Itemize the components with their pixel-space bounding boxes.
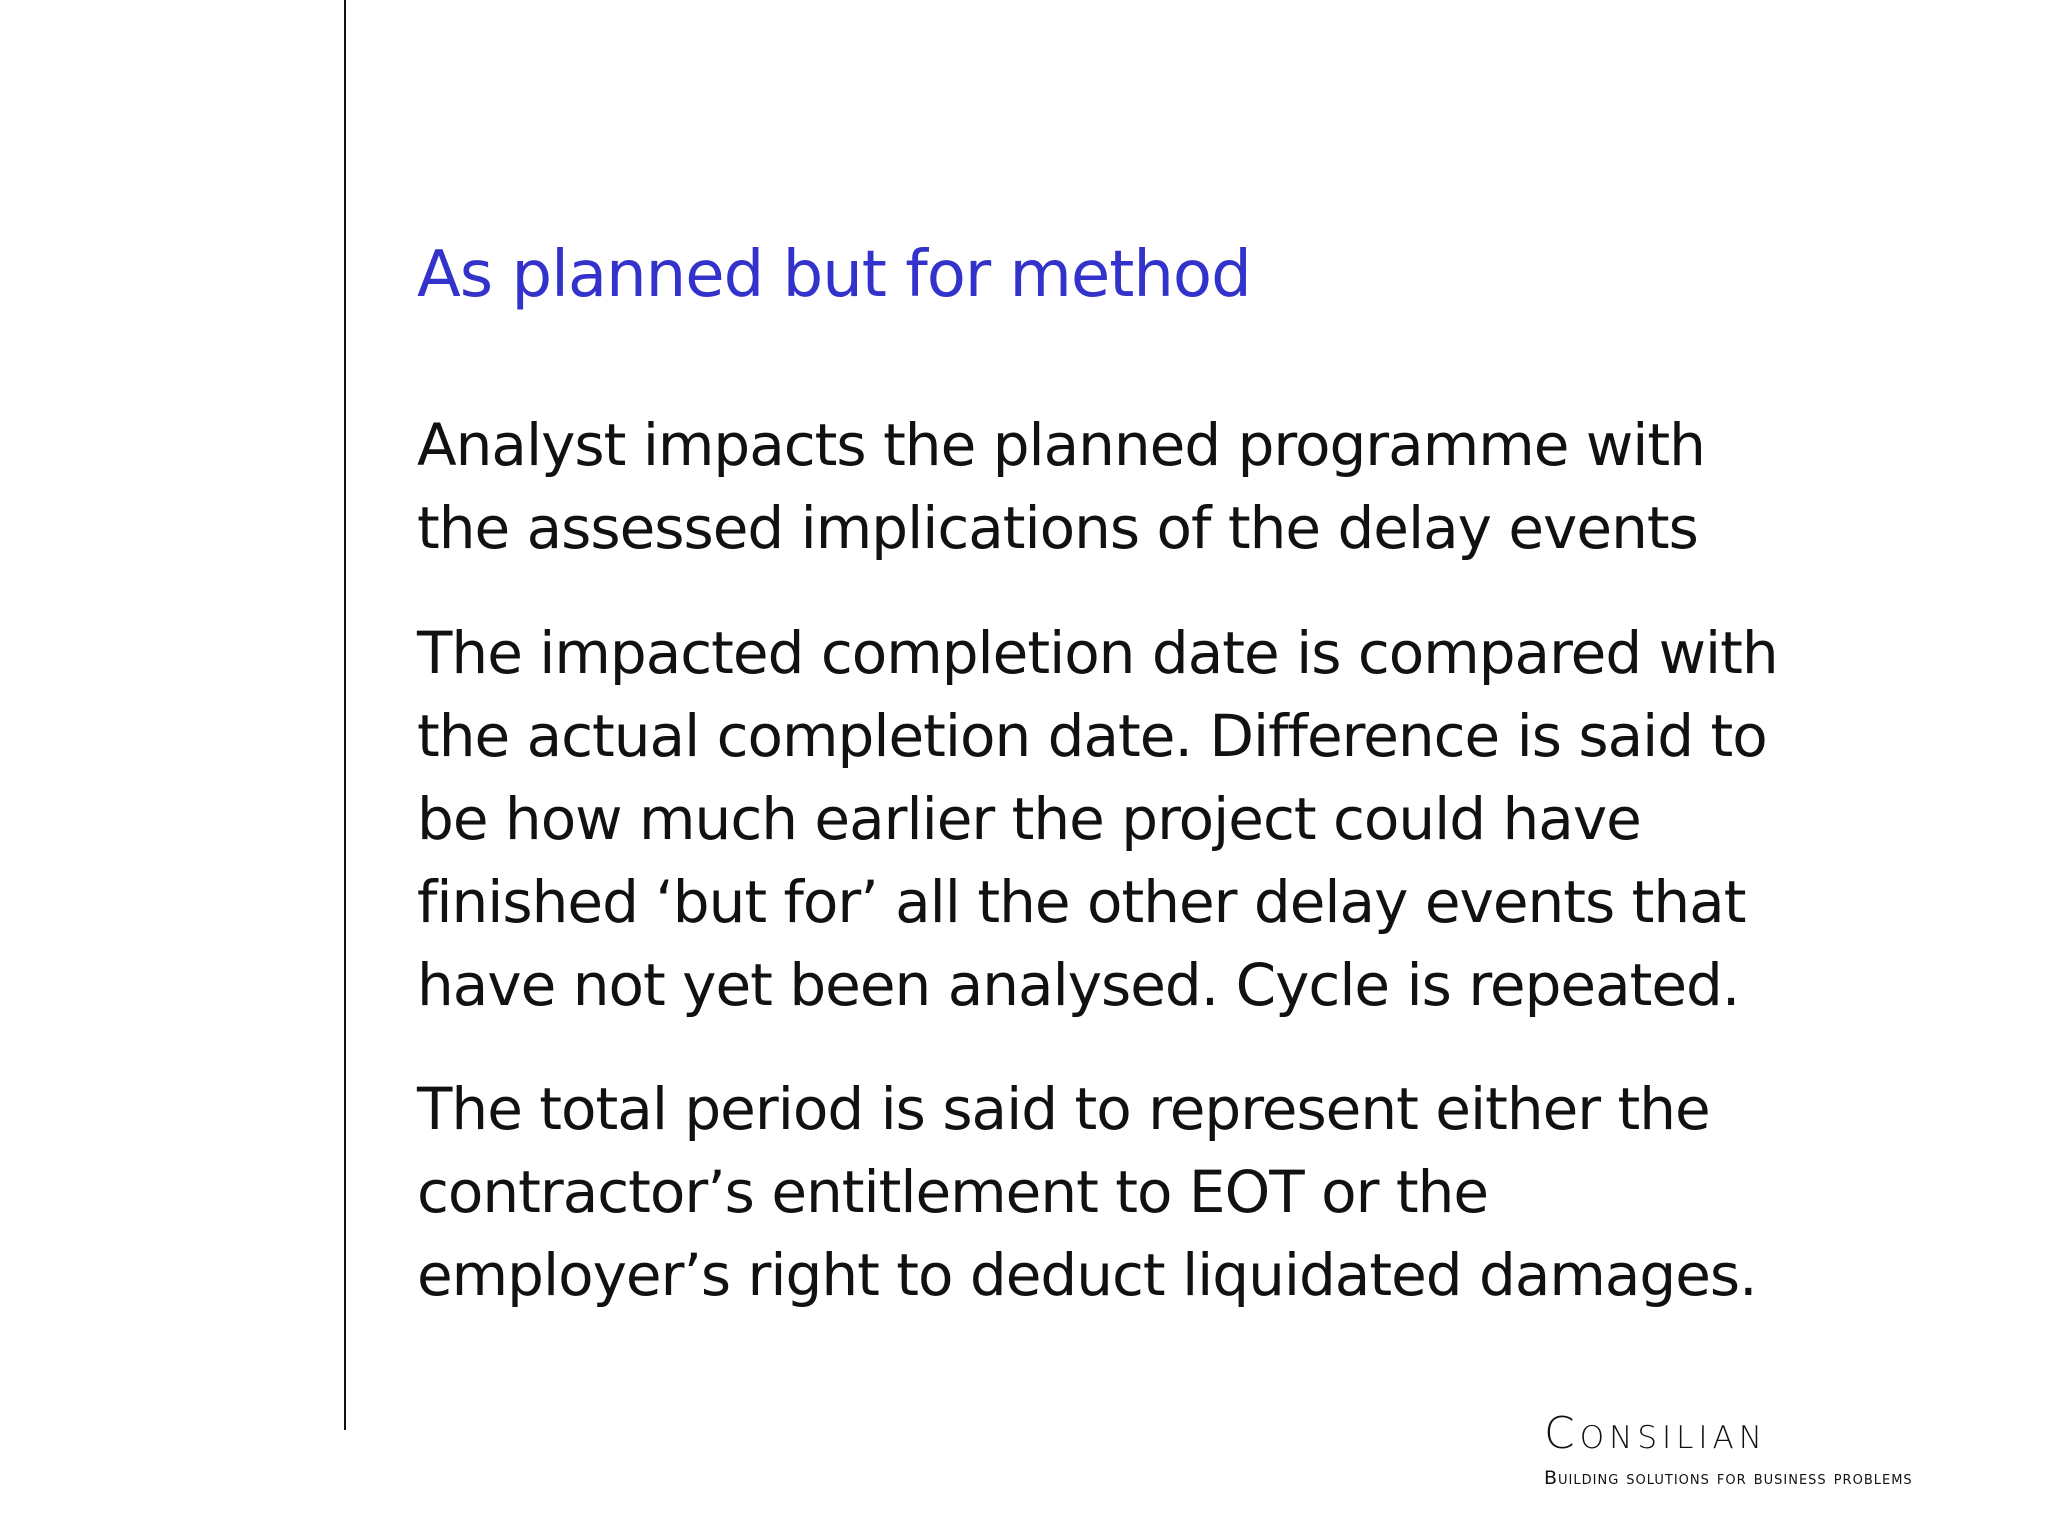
text-line: contractor’s entitlement to EOT or the bbox=[417, 1158, 1489, 1226]
text-line: be how much earlier the project could have bbox=[417, 785, 1641, 853]
text-line: the actual completion date. Difference is said to bbox=[417, 702, 1767, 770]
text-line: The impacted completion date is compared with bbox=[417, 619, 1778, 687]
paragraph-2 bbox=[417, 612, 1778, 1027]
text-line: finished ‘but for’ all the other delay events that bbox=[417, 868, 1746, 936]
text-line: have not yet been analysed. Cycle is repeated. bbox=[417, 951, 1740, 1019]
text-line: the assessed implications of the delay events bbox=[417, 494, 1698, 562]
vertical-divider bbox=[344, 0, 346, 1430]
text-line: Analyst impacts the planned programme with bbox=[417, 411, 1705, 479]
text-line: employer’s right to deduct liquidated damages. bbox=[417, 1241, 1757, 1309]
logo-name: Consilian bbox=[1544, 1408, 1767, 1459]
logo-tagline: Building solutions for business problems bbox=[1544, 1467, 1913, 1489]
paragraph-1 bbox=[417, 404, 1705, 570]
slide-title: As planned but for method bbox=[417, 238, 1251, 312]
text-line: The total period is said to represent either the bbox=[417, 1075, 1710, 1143]
paragraph-3 bbox=[417, 1068, 1757, 1317]
company-logo bbox=[1544, 1408, 1913, 1489]
